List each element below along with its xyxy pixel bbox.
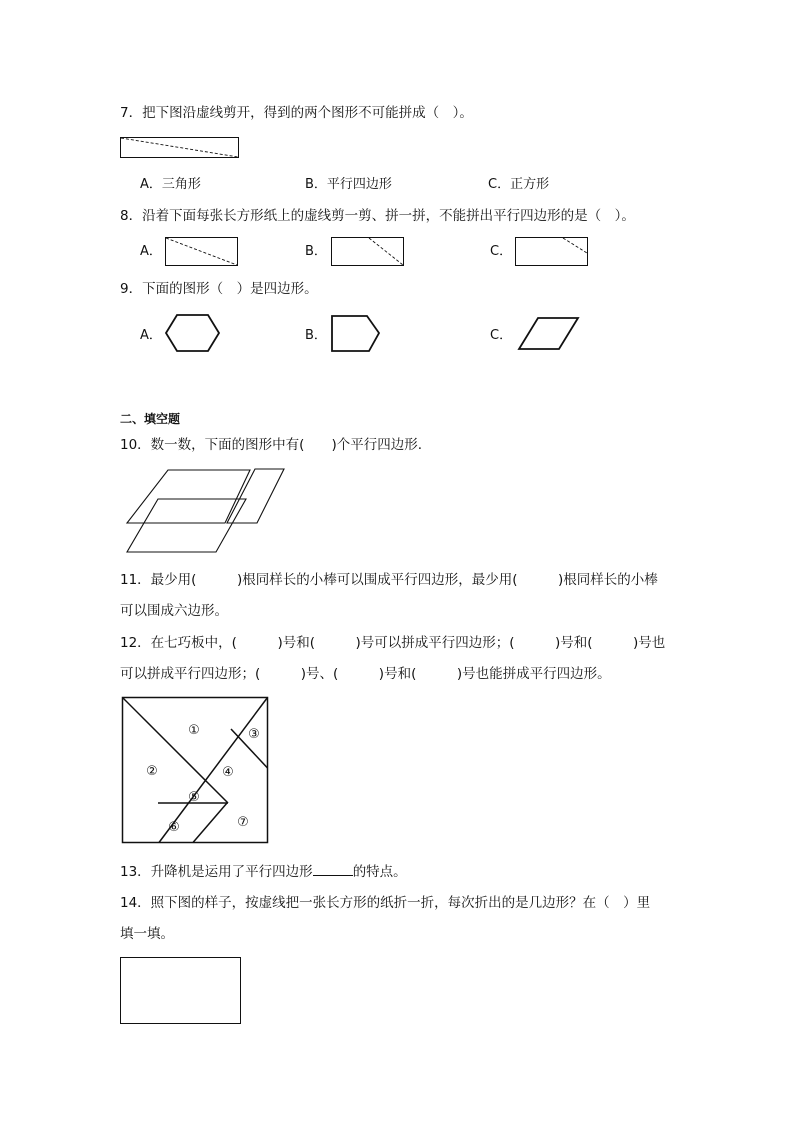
q8-option-b-figure[interactable]	[331, 237, 405, 267]
tangram-piece-1: ①	[188, 723, 200, 738]
q10-text: 10．数一数，下面的图形中有( )个平行四边形.	[120, 437, 423, 453]
section-title-fill-in: 二、填空题	[120, 412, 181, 426]
tangram-piece-6: ⑥	[168, 820, 180, 835]
q8-option-a-figure[interactable]	[165, 237, 239, 267]
q8-text: 8．沿着下面每张长方形纸上的虚线剪一剪、拼一拼，不能拼出平行四边形的是（ ）。	[120, 208, 635, 224]
q9-option-c-label[interactable]: C．	[490, 328, 513, 343]
q7-text: 7．把下图沿虚线剪开，得到的两个图形不可能拼成（ ）。	[120, 105, 473, 121]
q9-option-b-label[interactable]: B．	[305, 328, 327, 343]
q14-line2: 填一填。	[120, 926, 174, 942]
q7-option-b[interactable]: B．平行四边形	[305, 177, 392, 192]
tangram-piece-2: ②	[146, 764, 158, 779]
q11-line1: 11．最少用( )根同样长的小棒可以围成平行四边形，最少用( )根同样长的小棒	[120, 572, 658, 588]
q8-option-c-label[interactable]: C．	[490, 244, 513, 259]
q13-text	[120, 861, 407, 882]
q10-parallelograms-figure	[124, 468, 286, 556]
tangram-piece-7: ⑦	[237, 815, 249, 830]
q8-option-a-label[interactable]: A．	[140, 244, 162, 259]
q7-option-a[interactable]: A．三角形	[140, 177, 201, 192]
q9-parallelogram-figure[interactable]	[518, 317, 580, 351]
q9-hexagon-figure[interactable]	[165, 314, 221, 354]
q7-rectangle-figure	[120, 137, 240, 159]
q14-rectangle-figure	[120, 957, 242, 1025]
tangram-piece-5: ⑤	[188, 790, 200, 805]
q13-before: 13．升降机是运用了平行四边形	[120, 864, 313, 880]
tangram-piece-3: ③	[248, 727, 260, 742]
q13-after: 的特点。	[352, 864, 407, 880]
q13-answer-blank[interactable]	[313, 861, 353, 876]
q12-line1: 12．在七巧板中，( )号和( )号可以拼成平行四边形；( )号和( )号也	[120, 635, 666, 651]
tangram-figure	[121, 696, 271, 846]
q12-line2: 可以拼成平行四边形；( )号、( )号和( )号也能拼成平行四边形。	[120, 666, 611, 682]
q9-pentagon-figure[interactable]	[331, 315, 381, 353]
q8-option-c-figure[interactable]	[515, 237, 589, 267]
q14-line1: 14．照下图的样子，按虚线把一张长方形的纸折一折，每次折出的是几边形？在（ ）里	[120, 895, 651, 911]
tangram-piece-4: ④	[222, 765, 234, 780]
q9-option-a-label[interactable]: A．	[140, 328, 162, 343]
q9-text: 9．下面的图形（ ）是四边形。	[120, 281, 318, 297]
q7-option-c[interactable]: C．正方形	[488, 177, 550, 192]
q8-option-b-label[interactable]: B．	[305, 244, 327, 259]
q11-line2: 可以围成六边形。	[120, 603, 228, 619]
